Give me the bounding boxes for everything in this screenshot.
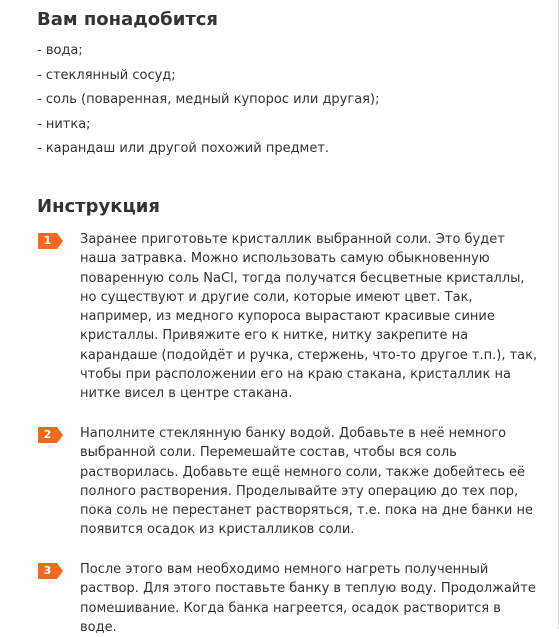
- needs-item-pencil: - карандаш или другой похожий предмет.: [37, 141, 330, 156]
- needs-item-glass-vessel: - стеклянный сосуд;: [37, 67, 176, 83]
- step-text: Наполните стеклянную банку водой. Добавьте в неё немного выбранной соли. Перемешайте состав, чтобы вся соль растворилась. Добавьте ещё немного соли, также добейтесь её полного растворения. Проделывайте эту операцию до тех пор, пока соль не перестанет растворяться, т.е. пока на дне банки не появится осадок из кристалликов соли.: [80, 426, 533, 538]
- step-number-badge: 2: [38, 427, 57, 443]
- step-text: После этого вам необходимо немного нагреть полученный раствор. Для этого поставьте банку в теплую воду. Продолжайте помешивание. Когда банка нагреется, осадок растворится в воде.: [80, 562, 536, 635]
- step-number-badge: 1: [38, 233, 57, 249]
- needs-heading: Вам понадобится: [37, 9, 218, 30]
- needs-item-water: - вода;: [37, 43, 83, 58]
- needs-list: [37, 39, 379, 162]
- needs-item-salt: - соль (поваренная, медный купорос или другая);: [37, 92, 380, 107]
- step-text: Заранее приготовьте кристаллик выбранной соли. Это будет наша затравка. Можно использовать самую обыкновенную поваренную соль NaCl, тогда получатся бесцветные кристаллы, но существуют и другие соли, которые имеют цвет. Так, например, из медного купороса вырастают красивые синие кристаллы. Привяжите его к нитке, нитку закрепите на карандаше (подойдёт и ручка, стержень, что-то другое т.п.), так, чтобы при расположении его на краю стакана, кристаллик на нитке висел в центре стакана.: [80, 232, 538, 402]
- step-number-badge: 3: [38, 563, 57, 579]
- needs-item-thread: - нитка;: [37, 116, 91, 132]
- instruction-heading: Инструкция: [37, 196, 160, 217]
